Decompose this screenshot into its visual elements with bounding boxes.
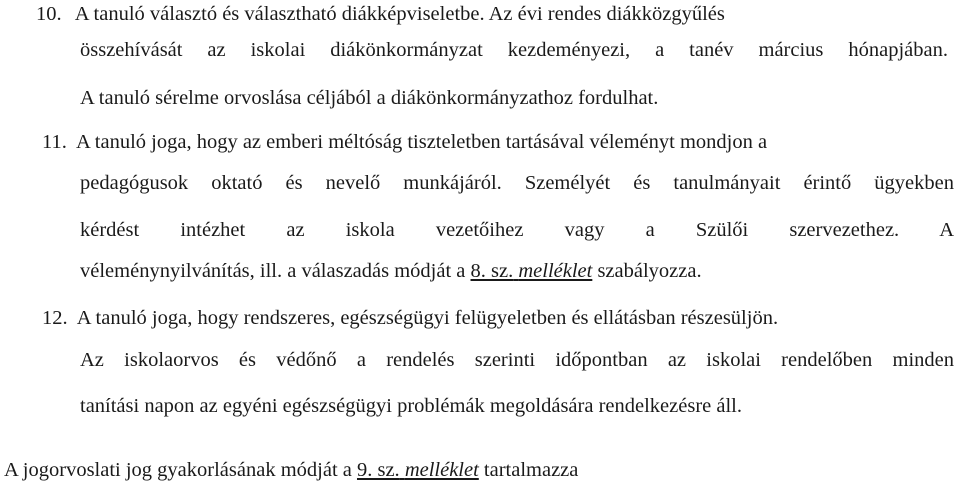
closing-line: A jogorvoslati jog gyakorlásának módját a 9. sz. melléklet tartalmazza: [4, 459, 579, 481]
appendix-8-ref: 8. sz.: [470, 260, 514, 282]
appendix-9-ref: 9. sz.: [356, 459, 400, 481]
p10-line-2: összehívását az iskolai diákönkormányzat kezdeményezi, a tanév március hónapjában.: [80, 39, 948, 61]
p11-text-1: A tanuló joga, hogy az emberi méltóság tiszteletben tartásával véleményt mondjon a: [76, 131, 768, 153]
p12-line-2: Az iskolaorvos és védőnő a rendelés szerinti időpontban az iskolai rendelőben minden: [80, 349, 954, 371]
p10-line-3: A tanuló sérelme orvoslása céljából a diákönkormányzathoz fordulhat.: [80, 87, 659, 109]
p11-line-4: véleménynyilvánítás, ill. a válaszadás módját a 8. sz. melléklet szabályozza.: [80, 260, 702, 282]
appendix-8-melleklet: melléklet: [518, 260, 593, 282]
p10-number: 10.: [36, 3, 62, 25]
p10-line-1: [36, 2, 948, 26]
appendix-9-melleklet: melléklet: [404, 459, 479, 481]
p12-line-1: [42, 306, 954, 330]
p12-line-3: tanítási napon az egyéni egészségügyi problémák megoldására rendelkezésre áll.: [80, 395, 742, 417]
p12-text-1: A tanuló joga, hogy rendszeres, egészségügyi felügyeletben és ellátásban részesüljön.: [76, 307, 779, 329]
p11-line-2: pedagógusok oktató és nevelő munkájáról. Személyét és tanulmányait érintő ügyekben: [80, 172, 954, 194]
p11-line-3: kérdést intézhet az iskola vezetőihez vagy a Szülői szervezethez. A: [80, 219, 954, 241]
p10-text-1: A tanuló választó és választható diákképviseletbe. Az évi rendes diákközgyűlés: [74, 3, 725, 25]
p11-line-1: [42, 130, 954, 154]
p11-number: 11.: [42, 131, 67, 153]
p12-number: 12.: [42, 307, 68, 329]
